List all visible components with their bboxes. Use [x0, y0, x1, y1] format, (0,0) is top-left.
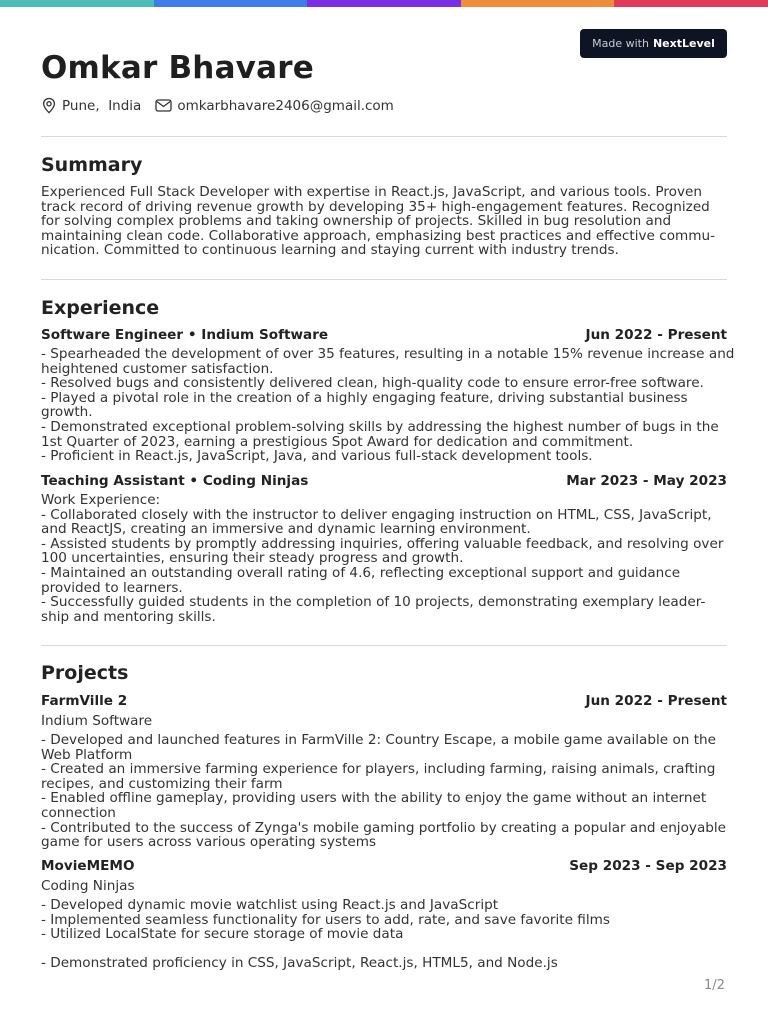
project-name: MovieMEMO [41, 858, 135, 874]
email[interactable] [155, 98, 394, 114]
project-header [41, 858, 727, 874]
experience-heading: Experience [41, 297, 160, 319]
summary-line: Experienced Full Stack Developer with expertise in React.js, JavaScript, and various tools. Proven [41, 184, 702, 200]
job-line: - Played a pivotal role in the creation of a highly engaging feature, driving substantial business [41, 389, 688, 406]
badge-brand: NextLevel [652, 37, 715, 50]
accent-segment [461, 0, 615, 7]
mail-icon [155, 98, 172, 113]
page-number: 1/2 [704, 978, 725, 993]
project-org: Coding Ninjas [41, 878, 135, 894]
project-dates: Jun 2022 - Present [585, 693, 727, 709]
project-line: - Utilized LocalState for secure storage of movie data [41, 926, 404, 943]
project-line: - Developed and launched features in FarmVille 2: Country Escape, a mobile game available on the [41, 732, 717, 748]
project-line: - Created an immersive farming experience for players, including farming, raising animals, crafting [41, 761, 716, 778]
job-title: Teaching Assistant • Coding Ninjas [41, 473, 309, 489]
job-line: - Collaborated closely with the instructor to deliver engaging instruction on HTML, CSS, JavaScript, [41, 506, 712, 523]
summary-line: track record of driving revenue growth by developing 35+ high-engagement features. Recognized [41, 198, 710, 215]
summary-line: maintaining clean code. Collaborative approach, emphasizing best practices and effective commu- [41, 227, 716, 244]
divider [41, 136, 727, 137]
job-dates: Jun 2022 - Present [585, 327, 727, 343]
project-details [41, 898, 727, 971]
project-line: - Demonstrated proficiency in CSS, JavaScript, React.js, HTML5, and Node.js [41, 955, 558, 972]
project-line: connection [41, 804, 116, 821]
location [41, 97, 141, 114]
job-line: Work Experience: [41, 492, 161, 508]
job-header [41, 473, 727, 489]
project-details [41, 733, 727, 850]
accent-segment [0, 0, 154, 7]
accent-bar [0, 0, 768, 7]
job-line: - Proficient in React.js, JavaScript, Java, and various full-stack development tools. [41, 448, 593, 465]
accent-segment [307, 0, 461, 7]
location-text: Pune, India [62, 97, 142, 114]
accent-segment [154, 0, 308, 7]
project-line: - Developed dynamic movie watchlist using React.js and JavaScript [41, 897, 499, 913]
badge-prefix: Made with [592, 37, 649, 50]
job-line: growth. [41, 404, 93, 421]
accent-segment [614, 0, 768, 7]
divider [41, 279, 727, 280]
job-details [41, 346, 735, 465]
job-details [41, 493, 727, 624]
job-line: - Maintained an outstanding overall rating of 4.6, reflecting exceptional support and guidance [41, 564, 681, 581]
job-line: heightened customer satisfaction. [41, 360, 274, 377]
project-line: - Contributed to the success of Zynga's mobile gaming portfolio by creating a popular and enjoyable [41, 819, 727, 836]
job-line: and ReactJS, creating an immersive and dynamic learning environment. [41, 521, 531, 538]
project-line: - Implemented seamless functionality for users to add, rate, and save favorite films [41, 911, 610, 928]
job-line: 100 uncertainties, ensuring their steady progress and growth. [41, 550, 464, 567]
summary-heading: Summary [41, 154, 143, 176]
project-line: game for users across various operating systems [41, 834, 377, 851]
job-line: - Spearheaded the development of over 35 features, resulting in a notable 15% revenue increase and [41, 346, 735, 362]
project-line [41, 942, 727, 957]
job-header [41, 327, 727, 343]
job-line: - Resolved bugs and consistently delivered clean, high-quality code to ensure error-free software. [41, 375, 704, 392]
job-line: provided to learners. [41, 579, 183, 596]
job-line: - Demonstrated exceptional problem-solving skills by addressing the highest number of bugs in the [41, 418, 719, 435]
divider [41, 645, 727, 646]
job-line: - Assisted students by promptly addressing inquiries, offering valuable feedback, and resolving over [41, 535, 724, 552]
map-pin-icon [41, 97, 57, 114]
project-line: Web Platform [41, 746, 133, 763]
project-dates: Sep 2023 - Sep 2023 [569, 858, 727, 874]
summary-line: nication. Committed to continuous learning and staying current with industry trends. [41, 242, 619, 259]
project-line: recipes, and customizing their farm [41, 775, 283, 792]
email-text[interactable]: omkarbhavare2406@gmail.com [177, 97, 394, 114]
project-org: Indium Software [41, 713, 153, 729]
candidate-name: Omkar Bhavare [41, 50, 314, 86]
job-dates: Mar 2023 - May 2023 [566, 473, 727, 489]
job-line: 1st Quarter of 2023, earning a prestigious Spot Award for dedication and commitment. [41, 433, 634, 450]
summary-line: for solving complex problems and taking ownership of projects. Skilled in bug resolution and [41, 213, 672, 230]
projects-heading: Projects [41, 662, 129, 684]
project-header [41, 693, 727, 709]
contact-row [41, 97, 408, 114]
project-name: FarmVille 2 [41, 693, 128, 709]
job-title: Software Engineer • Indium Software [41, 327, 329, 343]
job-line: - Successfully guided students in the completion of 10 projects, demonstrating exemplary leader- [41, 594, 706, 611]
job-line: ship and mentoring skills. [41, 608, 216, 625]
made-with-badge[interactable] [580, 29, 727, 58]
project-line: - Enabled offline gameplay, providing users with the ability to enjoy the game without an internet [41, 790, 707, 807]
summary-text [41, 185, 727, 258]
